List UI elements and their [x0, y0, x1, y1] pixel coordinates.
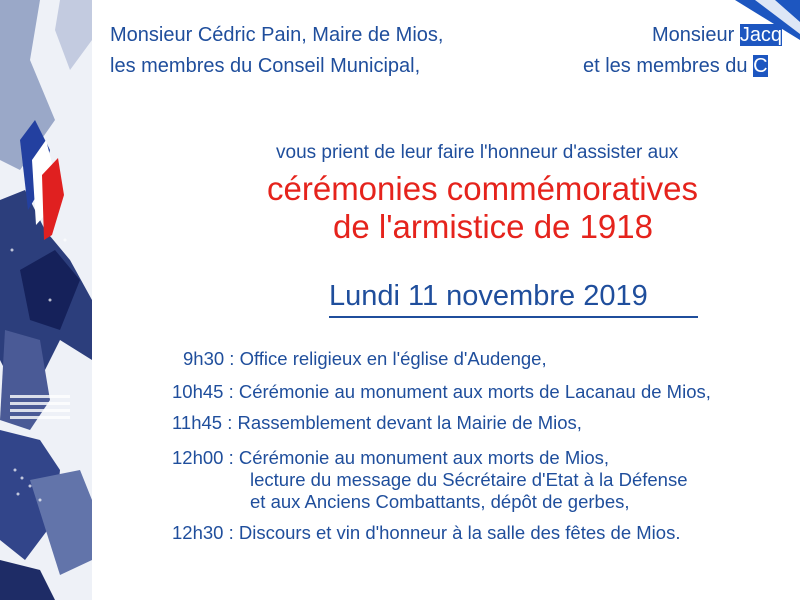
host-right-line2-highlight: C — [753, 55, 768, 77]
host-right-line2-prefix: et les membres du — [583, 55, 754, 77]
date-underline — [329, 316, 698, 318]
host-right-prefix: Monsieur — [652, 24, 740, 46]
program-item: 12h30 : Discours et vin d'honneur à la salle des fêtes de Mios. — [172, 522, 681, 543]
invitation-title-line1: cérémonies commémoratives — [267, 170, 698, 207]
host-right-line1 — [652, 20, 782, 51]
program-item-continuation: et aux Anciens Combattants, dépôt de gerbes, — [250, 491, 630, 512]
host-left-line1: Monsieur Cédric Pain, Maire de Mios, — [110, 24, 444, 46]
program-item-continuation: lecture du message du Sécrétaire d'Etat à la Défense — [250, 469, 688, 490]
event-date: Lundi 11 novembre 2019 — [329, 280, 648, 312]
host-right-line2 — [583, 51, 768, 82]
parade-photo — [0, 0, 92, 600]
invitation-title-line2: de l'armistice de 1918 — [333, 208, 653, 245]
program-item: 11h45 : Rassemblement devant la Mairie de Mios, — [172, 412, 582, 433]
host-left-line2: les membres du Conseil Municipal, — [110, 55, 421, 77]
program-item: 10h45 : Cérémonie au monument aux morts de Lacanau de Mios, — [172, 381, 711, 402]
program-item: 9h30 : Office religieux en l'église d'Audenge, — [183, 348, 547, 369]
invitation-intro: vous prient de leur faire l'honneur d'assister aux — [276, 142, 679, 163]
host-right-highlight: Jacq — [739, 24, 783, 46]
parade-photo-drawing — [0, 0, 92, 600]
program-item: 12h00 : Cérémonie au monument aux morts de Mios, — [172, 447, 610, 468]
